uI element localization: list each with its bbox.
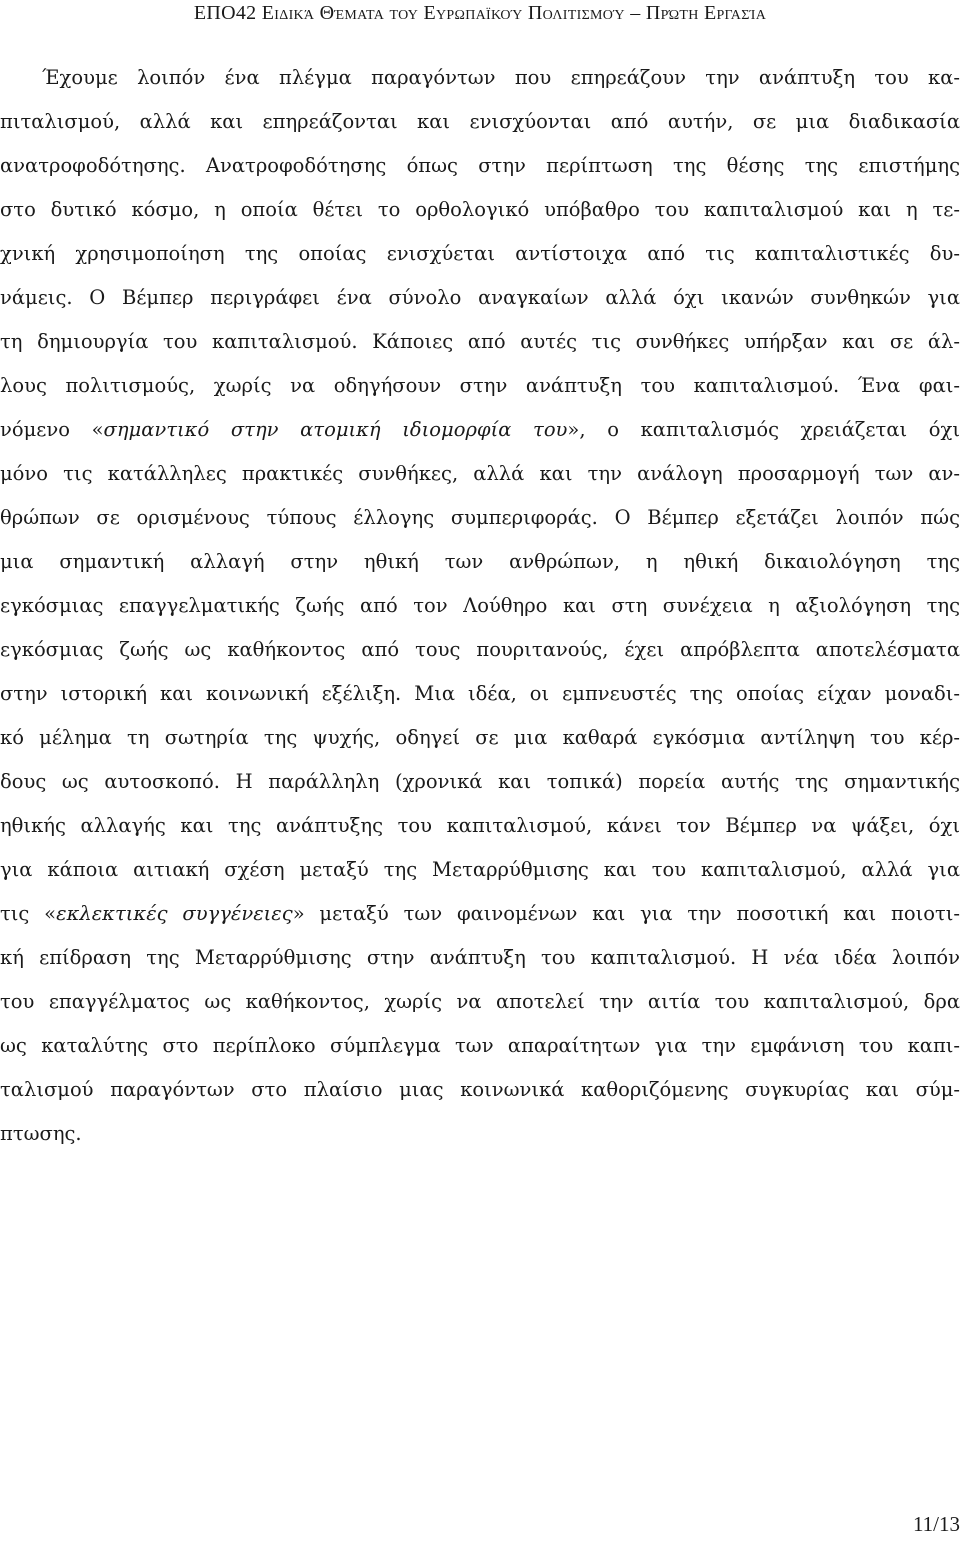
header-course-title: Ειδικά Θέματα του Ευρωπαϊκού Πολιτισμού	[261, 2, 625, 24]
text-line	[0, 892, 960, 936]
text-line: κή επίδραση της Μεταρρύθμισης στην ανάπτυξη του καπιταλισμού. Η νέα ιδέα λοιπόν	[0, 946, 960, 969]
italic-quote: εκλεκτικές συγγένειες	[56, 902, 293, 925]
running-header	[0, 0, 960, 26]
text-line: χνική χρησιμοποίηση της οποίας ενισχύεται αντίστοιχα από τις καπιταλιστικές δυ-	[0, 242, 960, 265]
body-paragraph	[0, 56, 960, 1156]
text-line: εγκόσμιας επαγγελματικής ζωής από τον Λούθηρο και στη συνέχεια η αξιολόγηση της	[0, 594, 960, 617]
header-assignment: Πρώτη Εργασία	[645, 2, 767, 24]
text-line: ως καταλύτης στο περίπλοκο σύμπλεγμα των απαραίτητων για την εμφάνιση του καπι-	[0, 1034, 960, 1057]
text-line: κό μέλημα τη σωτηρία της ψυχής, οδηγεί σε μια καθαρά εγκόσμια αντίληψη του κέρ-	[0, 726, 960, 749]
text-line: μια σημαντική αλλαγή στην ηθική των ανθρώπων, η ηθική δικαιολόγηση της	[0, 550, 960, 573]
text-line: εγκόσμιας ζωής ως καθήκοντος από τους πουριτανούς, έχει απρόβλεπτα αποτελέσματα	[0, 638, 960, 661]
text-line: μόνο τις κατάλληλες πρακτικές συνθήκες, αλλά και την ανάλογη προσαρμογή των αν-	[0, 462, 960, 485]
text-segment: » μεταξύ των φαινομένων και για την ποσοτική και ποιοτι-	[292, 902, 960, 925]
text-segment: νόμενο «	[0, 418, 104, 441]
text-line: νάμεις. Ο Βέμπερ περιγράφει ένα σύνολο αναγκαίων αλλά όχι ικανών συνθηκών για	[0, 286, 960, 309]
italic-quote: σημαντικό στην ατομική ιδιομορφία του	[103, 418, 568, 441]
text-line: τη δημιουργία του καπιταλισμού. Κάποιες από αυτές τις συνθήκες υπήρξαν και σε άλ-	[0, 330, 960, 353]
page-number: 11/13	[912, 1512, 960, 1536]
text-line	[0, 408, 960, 452]
header-course-code: ΕΠΟ42	[193, 2, 257, 24]
text-line: ηθικής αλλαγής και της ανάπτυξης του καπιταλισμού, κάνει τον Βέμπερ να ψάξει, όχι	[0, 814, 960, 837]
text-line: του επαγγέλματος ως καθήκοντος, χωρίς να αποτελεί την αιτία του καπιταλισμού, δρα	[0, 990, 960, 1013]
text-line: για κάποια αιτιακή σχέση μεταξύ της Μεταρρύθμισης και του καπιταλισμού, αλλά για	[0, 858, 960, 881]
text-line: πτωσης.	[0, 1122, 82, 1145]
text-segment: τις «	[0, 902, 57, 925]
text-line: ανατροφοδότησης. Ανατροφοδότησης όπως στην περίπτωση της θέσης της επιστήμης	[0, 154, 960, 177]
text-line: πιταλισμού, αλλά και επηρεάζονται και ενισχύονται από αυτήν, σε μια διαδικασία	[0, 110, 960, 133]
text-line: λους πολιτισμούς, χωρίς να οδηγήσουν στην ανάπτυξη του καπιταλισμού. Ένα φαι-	[0, 374, 960, 397]
text-line: στην ιστορική και κοινωνική εξέλιξη. Μια ιδέα, οι εμπνευστές της οποίας είχαν μοναδι-	[0, 682, 960, 705]
header-separator: –	[630, 2, 641, 24]
text-line: δους ως αυτοσκοπό. Η παράλληλη (χρονικά και τοπικά) πορεία αυτής της σημαντικής	[0, 770, 960, 793]
text-segment: », ο καπιταλισμός χρειάζεται όχι	[567, 418, 960, 441]
text-line: θρώπων σε ορισμένους τύπους έλλογης συμπεριφοράς. Ο Βέμπερ εξετάζει λοιπόν πώς	[0, 506, 960, 529]
text-line: Έχουμε λοιπόν ένα πλέγμα παραγόντων που επηρεάζουν την ανάπτυξη του κα-	[42, 66, 960, 89]
text-line: ταλισμού παραγόντων στο πλαίσιο μιας κοινωνικά καθοριζόμενης συγκυρίας και σύμ-	[0, 1078, 960, 1101]
text-line: στο δυτικό κόσμο, η οποία θέτει το ορθολογικό υπόβαθρο του καπιταλισμού και η τε-	[0, 198, 960, 221]
